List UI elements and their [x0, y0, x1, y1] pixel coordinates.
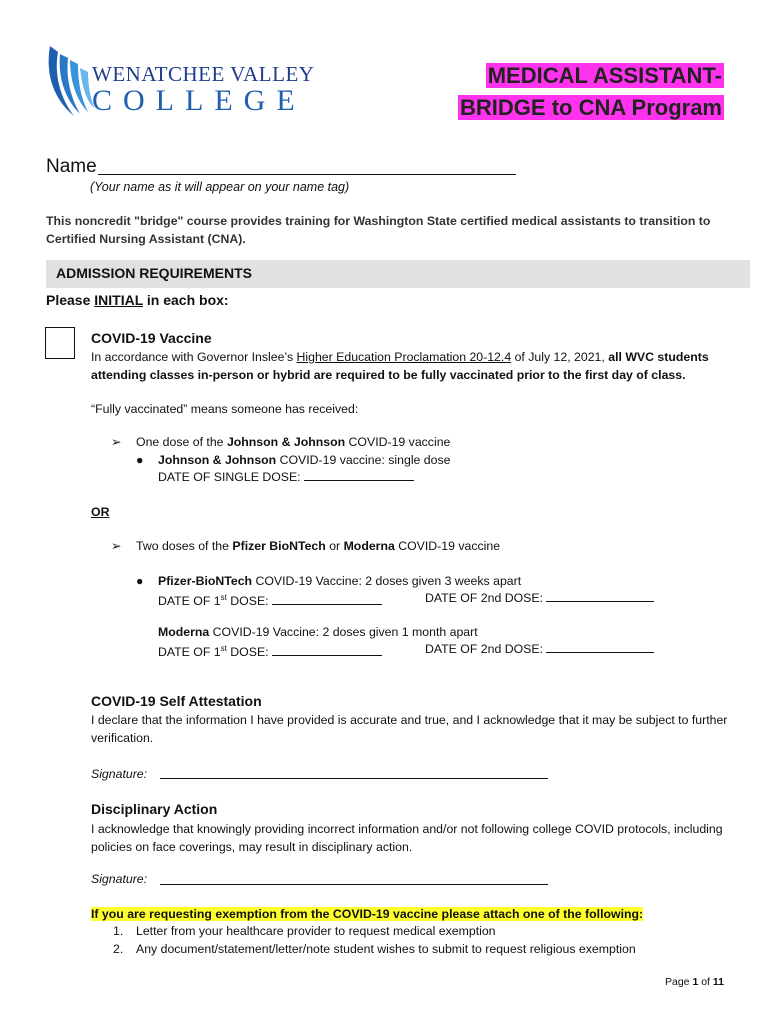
p1-pre: In accordance with Governor Inslee’s: [91, 350, 297, 364]
section-title: ADMISSION REQUIREMENTS: [56, 265, 253, 281]
attestation-signature-label: Signature:: [91, 767, 148, 781]
fully-vaccinated-text: “Fully vaccinated” means someone has received:: [91, 402, 359, 416]
page-current: 1: [692, 976, 699, 988]
disciplinary-signature-field[interactable]: [160, 884, 548, 885]
arrow-bullet-icon: ➢: [111, 435, 122, 449]
initial-box-checkbox[interactable]: [45, 327, 75, 359]
moderna-dose1-row: [158, 640, 382, 661]
moderna-dose1-field[interactable]: [272, 643, 382, 656]
exemption-item-medical: Letter from your healthcare provider to request medical exemption: [136, 924, 496, 938]
page-pre: Page: [665, 976, 693, 988]
mo-date1-sup: st: [220, 644, 227, 653]
opt2-post: COVID-19 vaccine: [394, 539, 501, 553]
page-title: [458, 60, 724, 124]
exemption-heading-text: If you are requesting exemption from the COVID-19 vaccine please attach one of the following:: [91, 907, 644, 921]
opt2-bold1: Pfizer BioNTech: [232, 539, 326, 553]
proclamation-link[interactable]: Higher Education Proclamation 20-12.4: [296, 350, 512, 364]
page-total: 11: [712, 976, 724, 988]
jj-date-label: DATE OF SINGLE DOSE:: [158, 470, 301, 484]
jj-single-dose: [158, 451, 450, 469]
instruction-pre: Please: [46, 292, 95, 308]
opt1-post: COVID-19 vaccine: [345, 435, 451, 449]
option-one-dose: [136, 433, 450, 451]
title-line-2: BRIDGE to CNA Program: [460, 95, 722, 120]
moderna-dose2-field[interactable]: [546, 640, 654, 653]
instruction-initial: INITIAL: [94, 292, 144, 308]
initial-instruction: [46, 292, 229, 308]
disciplinary-signature-label: Signature:: [91, 872, 148, 886]
pf-date2-label: DATE OF 2nd DOSE:: [425, 591, 543, 605]
pf-date1-sup: st: [220, 593, 227, 602]
disciplinary-text: I acknowledge that knowingly providing incorrect information and/or not following college COVID protocols, including policies on face coverings, may result in disciplinary action.: [91, 822, 723, 854]
moderna-dose2-row: [425, 640, 654, 658]
exemption-item-num: 1.: [113, 924, 124, 938]
intro-text: This noncredit "bridge" course provides training for Washington State certified medical assistants to transition to Certified Nursing Assistant (CNA).: [46, 214, 711, 246]
opt2-bold2: Moderna: [343, 539, 395, 553]
logo-wordmark-top: WENATCHEE VALLEY: [92, 62, 315, 86]
pf-bold: Pfizer-BioNTech: [158, 574, 253, 588]
exemption-heading: [91, 905, 643, 923]
pfizer-description: [158, 572, 521, 590]
exemption-item-religious: Any document/statement/letter/note student wishes to submit to request religious exemption: [136, 942, 636, 956]
p1-bold: all WVC students attending classes in-person or hybrid are required to be fully vaccinated prior to the first day of class.: [91, 350, 709, 382]
pfizer-dose2-row: [425, 589, 654, 607]
disciplinary-heading: Disciplinary Action: [91, 801, 218, 817]
exemption-item-num: 2.: [113, 942, 124, 956]
attestation-text: I declare that the information I have provided is accurate and true, and I acknowledge that it may be subject to further verification.: [91, 713, 728, 745]
logo-wordmark-bottom: COLLEGE: [92, 84, 306, 117]
instruction-post: in each box:: [143, 292, 229, 308]
pfizer-dose2-field[interactable]: [546, 589, 654, 602]
opt2-pre: Two doses of the: [136, 539, 233, 553]
page-number: [665, 976, 724, 988]
mo-post: COVID-19 Vaccine: 2 doses given 1 month apart: [209, 625, 478, 639]
pf-post: COVID-19 Vaccine: 2 doses given 3 weeks apart: [252, 574, 522, 588]
name-field[interactable]: [98, 174, 516, 175]
jj-date-field[interactable]: [304, 468, 414, 481]
opt1-pre: One dose of the: [136, 435, 227, 449]
jj-bold: Johnson & Johnson: [158, 453, 277, 467]
pf-date1-post: DOSE:: [226, 594, 269, 609]
mo-date1-pre: DATE OF 1: [158, 645, 221, 660]
attestation-heading: COVID-19 Self Attestation: [91, 693, 262, 709]
bullet-icon: ●: [136, 574, 144, 588]
bullet-icon: ●: [136, 453, 144, 467]
pfizer-dose1-field[interactable]: [272, 592, 382, 605]
option-two-doses: [136, 537, 500, 555]
or-separator: OR: [91, 505, 110, 519]
attestation-signature-field[interactable]: [160, 778, 548, 779]
covid-vaccine-heading: COVID-19 Vaccine: [91, 330, 212, 346]
mo-bold: Moderna: [158, 625, 210, 639]
mo-date2-label: DATE OF 2nd DOSE:: [425, 642, 543, 656]
name-hint: (Your name as it will appear on your name tag): [90, 180, 350, 194]
arrow-bullet-icon: ➢: [111, 539, 122, 553]
title-line-1: MEDICAL ASSISTANT-: [487, 63, 722, 88]
p1-mid: of July 12, 2021,: [511, 350, 609, 364]
pfizer-dose1-row: [158, 589, 382, 610]
mo-date1-post: DOSE:: [226, 645, 269, 660]
moderna-description: [158, 623, 478, 641]
opt1-bold: Johnson & Johnson: [226, 435, 346, 449]
pf-date1-pre: DATE OF 1: [158, 594, 221, 609]
proclamation-paragraph: [91, 348, 741, 384]
jj-post: COVID-19 vaccine: single dose: [276, 453, 451, 467]
opt2-mid: or: [325, 539, 344, 553]
jj-date-row: [158, 468, 414, 486]
page-mid: of: [698, 976, 713, 988]
name-label: Name: [46, 156, 97, 177]
